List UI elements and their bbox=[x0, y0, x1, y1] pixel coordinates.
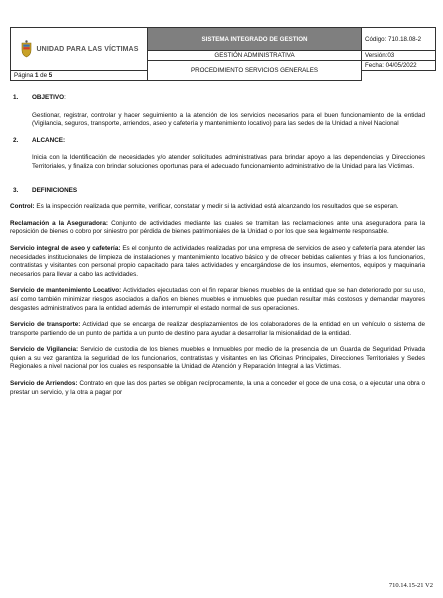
definition-text: Servicio de custodia de los bienes muebles e Inmuebles por medio de la presencia de un Guarda de Seguridad Privada quien a su vez garantiza la seguridad de los funcionarios, contratistas y visitantes en las Oficinas Principales, Direcciones Territoriales y Sedes Regionales a nivel nacional por los cuales es responsable la Unidad de Atención y Reparación Integral a las Victimas. bbox=[10, 346, 425, 371]
definition-text: Contrato en que las dos partes se obligan recíprocamente, la una a conceder el goce de una cosa, o a ejecutar una obra o prestar un servicio, y la otra a pagar por bbox=[10, 380, 425, 396]
section-objetivo-heading: 1. OBJETIVO: bbox=[13, 94, 66, 101]
definition-item bbox=[10, 380, 425, 397]
definition-term: Servicio de mantenimiento Locativo: bbox=[10, 287, 122, 295]
definition-text: Conjunto de actividades mediante las cuales se tramitan las reclamaciones ante una aseguradora para la reposición de bienes o cobro por siniestro por pérdida de bienes patrimoniales de la Unidad o por los que sea legalmente responsable. bbox=[10, 219, 425, 236]
section-definiciones-heading: 3. DEFINICIONES bbox=[13, 186, 78, 194]
document-header bbox=[10, 27, 436, 81]
system-title: SISTEMA INTEGRADO DE GESTION bbox=[148, 28, 362, 51]
definition-text: Actividad que se encarga de realizar desplazamientos de los colaboradores de la entidad en un vehículo o sistema de transporte partiendo de un punto de partida a un punto de destino para ayudar a desarrollar la misionalidad de la entidad. bbox=[10, 321, 425, 337]
definition-text: Es la inspección realizada que permite, verificar, constatar y medir si la actividad está alcanzando los resultados que se esperan. bbox=[34, 203, 399, 211]
definition-term: Servicio de Vigilancia: bbox=[10, 346, 79, 354]
definition-item bbox=[10, 203, 425, 212]
definition-term: Servicio de Arriendos: bbox=[10, 380, 78, 388]
procedure-title: PROCEDIMIENTO SERVICIOS GENERALES bbox=[148, 61, 362, 81]
document-date: Fecha: 04/05/2022 bbox=[362, 61, 436, 71]
definition-text: Actividades ejecutadas con el fin reparar bienes muebles de la entidad que se han deteriorado por su uso, así como también minimizar riesgos asociados a daños en bienes muebles e inmuebles que puedan resultar más costosos y demandar mayores desgastes administrativos para la entidad además de interrumpir el estado normal de sus operaciones. bbox=[10, 287, 425, 312]
section-alcance-heading: 2. ALCANCE: bbox=[13, 136, 66, 144]
definition-item bbox=[10, 321, 425, 338]
definition-item bbox=[10, 346, 425, 372]
document-body bbox=[10, 94, 425, 397]
definition-term: Control: bbox=[10, 203, 35, 211]
logo-cell bbox=[11, 28, 148, 71]
definition-text: Es el conjunto de actividades realizadas por una empresa de servicios de aseo y cafetería para atender las necesidades institucionales de limpieza de instalaciones y mantenimiento locativo básico y de ofrecer bebidas calientes y frías a los funcionarios, contratistas y visitantes con personal propio capacitado para tales actividades y encargándose de los insumos, elementos, equipos y maquinaria necesarios para llevar a cabo las actividades. bbox=[10, 244, 425, 278]
alcance-text: Inicia con la Identificación de necesidades y/o atender solicitudes administrativas para brindar apoyo a las dependencias y Direcciones Territoriales, y finaliza con brindar soluciones oportunas para el adecuado funcionamiento administrativo de la Unidad para las Víctimas. bbox=[32, 154, 425, 170]
definition-item bbox=[10, 287, 425, 313]
definition-term: Servicio integral de aseo y cafetería: bbox=[10, 244, 121, 252]
definitions-list bbox=[10, 203, 425, 397]
management-area: GESTIÓN ADMINISTRATIVA bbox=[148, 51, 362, 61]
footer-code: 710.14.15-21 V2 bbox=[388, 582, 433, 589]
page-number: Página 1 de 5 bbox=[11, 71, 148, 81]
document-code: Código: 710.18.08-2 bbox=[362, 28, 436, 51]
colombia-seal-icon bbox=[20, 40, 33, 58]
objetivo-text: Gestionar, registrar, controlar y hacer seguimiento a la atención de los servicios necesarios para el buen funcionamiento de la entidad (Vigilancia, seguros, transporte, arriendos, aseo y cafetería y mantenimiento locativo) para las sedes de la Unidad a nivel Nacional bbox=[32, 111, 425, 128]
definition-item bbox=[10, 245, 425, 279]
definition-term: Servicio de transporte: bbox=[10, 321, 81, 329]
definition-term: Reclamación a la Aseguradora: bbox=[10, 219, 109, 227]
definition-item bbox=[10, 220, 425, 237]
logo-text: UNIDAD PARA LAS VÍCTIMAS bbox=[36, 45, 139, 53]
document-version: Versión:03 bbox=[362, 51, 436, 61]
